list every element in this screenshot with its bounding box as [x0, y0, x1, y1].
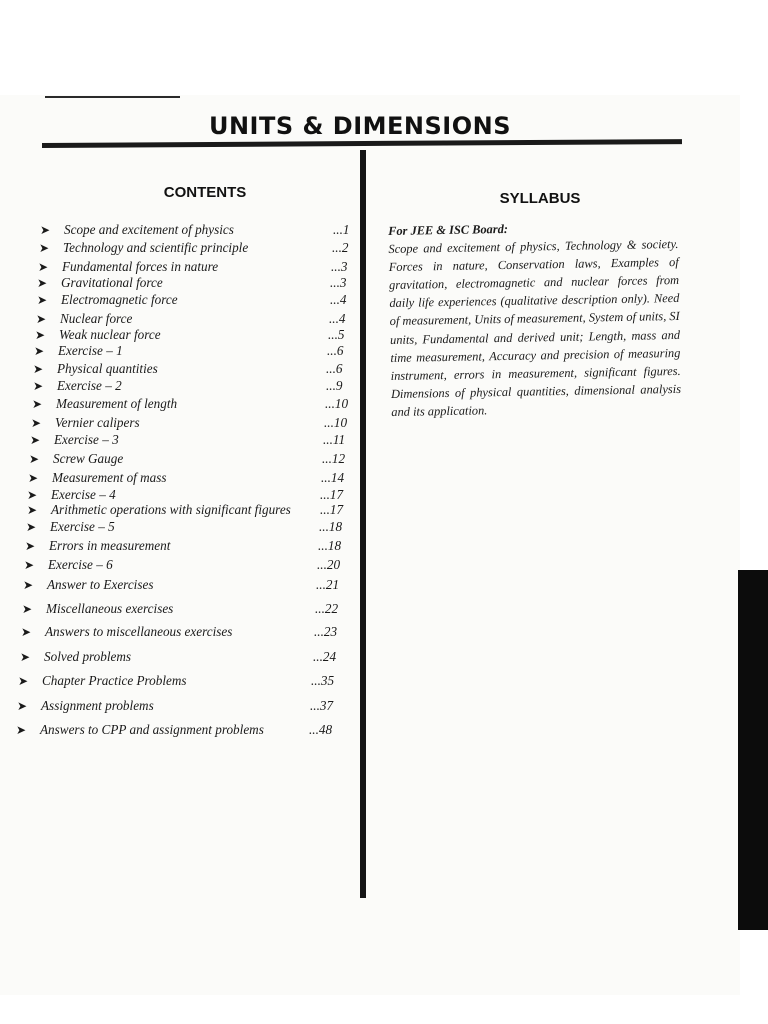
- arrowhead-bullet-icon: ➤: [26, 520, 37, 534]
- toc-entry-page: ...10: [325, 396, 349, 411]
- toc-entry-page: ...21: [316, 577, 340, 592]
- toc-entry-label: Nuclear force: [60, 311, 133, 326]
- toc-entry-label: Exercise – 5: [50, 519, 115, 534]
- toc-row: [25, 537, 348, 555]
- toc-entry-page: ...6: [326, 361, 343, 376]
- toc-entry-label: Answer to Exercises: [47, 577, 154, 592]
- arrowhead-bullet-icon: ➤: [29, 452, 40, 466]
- toc-entry-page: ...24: [313, 649, 337, 664]
- toc-entry-label: Gravitational force: [61, 275, 163, 290]
- arrowhead-bullet-icon: ➤: [40, 223, 51, 237]
- toc-row: [34, 342, 357, 360]
- arrowhead-bullet-icon: ➤: [31, 416, 42, 430]
- toc-entry-page: ...10: [324, 415, 348, 430]
- toc-entry-label: Assignment problems: [41, 698, 154, 713]
- toc-entry-page: ...3: [330, 275, 347, 290]
- arrowhead-bullet-icon: ➤: [35, 328, 46, 342]
- toc-entry-label: Solved problems: [44, 649, 132, 664]
- arrowhead-bullet-icon: ➤: [33, 379, 44, 393]
- syllabus-body: Scope and excitement of physics, Technology & society. Forces in nature, Conservation laws, Examples of gravitation, electromagnetic and nuclear forces from daily life experiences (qualitative description only). Need of measurement, Units of measurement, System of units, SI units, Fundamental and derived unit; Length, mass and time measurement, Accuracy and precision of measuring instrument, errors in measurement, significant figures. Dimensions of physical quantities, dimensional analysis and its application.: [388, 237, 682, 419]
- arrowhead-bullet-icon: ➤: [27, 488, 38, 502]
- toc-entry-page: ...1: [333, 222, 350, 237]
- toc-entry-label: Screw Gauge: [53, 451, 124, 466]
- toc-row: [32, 395, 355, 413]
- toc-row: [27, 501, 350, 519]
- toc-row: [26, 518, 349, 536]
- toc-entry-page: ...4: [330, 292, 347, 307]
- arrowhead-bullet-icon: ➤: [28, 471, 39, 485]
- toc-entry-label: Chapter Practice Problems: [42, 673, 187, 688]
- toc-row: [33, 377, 356, 395]
- toc-entry-page: ...35: [311, 673, 335, 688]
- toc-row: [28, 469, 351, 487]
- toc-entry-label: Electromagnetic force: [61, 292, 178, 307]
- arrowhead-bullet-icon: ➤: [30, 433, 41, 447]
- toc-entry-page: ...3: [331, 259, 348, 274]
- arrowhead-bullet-icon: ➤: [34, 344, 45, 358]
- arrowhead-bullet-icon: ➤: [37, 293, 48, 307]
- arrowhead-bullet-icon: ➤: [24, 558, 35, 572]
- arrowhead-bullet-icon: ➤: [21, 625, 32, 639]
- toc-row: [17, 697, 340, 715]
- toc-entry-page: ...18: [318, 538, 342, 553]
- toc-entry-page: ...14: [321, 470, 345, 485]
- toc-entry-page: ...17: [320, 502, 344, 517]
- toc-entry-page: ...4: [329, 311, 346, 326]
- toc-row: [23, 576, 346, 594]
- arrowhead-bullet-icon: ➤: [23, 578, 34, 592]
- toc-entry-page: ...6: [327, 343, 344, 358]
- arrowhead-bullet-icon: ➤: [18, 674, 29, 688]
- arrowhead-bullet-icon: ➤: [39, 241, 50, 255]
- toc-row: [40, 221, 363, 239]
- toc-entry-label: Measurement of mass: [52, 470, 167, 485]
- syllabus-board-label: For JEE & ISC Board:: [388, 221, 509, 238]
- arrowhead-bullet-icon: ➤: [27, 503, 38, 517]
- toc-entry-label: Arithmetic operations with significant figures: [51, 502, 291, 517]
- toc-row: [37, 274, 360, 292]
- toc-entry-page: ...22: [315, 601, 339, 616]
- page-edge-shadow: [738, 570, 768, 930]
- syllabus-text-block: [388, 217, 681, 421]
- toc-entry-label: Exercise – 3: [54, 432, 119, 447]
- arrowhead-bullet-icon: ➤: [25, 539, 36, 553]
- toc-entry-label: Scope and excitement of physics: [64, 222, 234, 237]
- toc-entry-label: Fundamental forces in nature: [62, 259, 219, 274]
- arrowhead-bullet-icon: ➤: [38, 260, 49, 274]
- toc-entry-page: ...9: [326, 378, 343, 393]
- arrowhead-bullet-icon: ➤: [36, 312, 47, 326]
- toc-row: [39, 239, 362, 257]
- toc-entry-label: Exercise – 1: [58, 343, 123, 358]
- toc-entry-page: ...12: [322, 451, 346, 466]
- toc-entry-page: ...17: [320, 487, 344, 502]
- toc-row: [33, 360, 356, 378]
- toc-entry-page: ...20: [317, 557, 341, 572]
- toc-entry-label: Exercise – 4: [51, 487, 116, 502]
- toc-entry-page: ...11: [323, 432, 346, 447]
- toc-row: [22, 600, 345, 618]
- toc-entry-label: Technology and scientific principle: [63, 240, 249, 255]
- toc-row: [37, 291, 360, 309]
- toc-entry-label: Weak nuclear force: [59, 327, 161, 342]
- arrowhead-bullet-icon: ➤: [17, 699, 28, 713]
- toc-entry-label: Exercise – 6: [48, 557, 113, 572]
- arrowhead-bullet-icon: ➤: [37, 276, 48, 290]
- arrowhead-bullet-icon: ➤: [16, 723, 27, 737]
- page-title: UNITS & DIMENSIONS: [208, 112, 511, 140]
- toc-row: [24, 556, 347, 574]
- arrowhead-bullet-icon: ➤: [20, 650, 31, 664]
- arrowhead-bullet-icon: ➤: [32, 397, 43, 411]
- toc-row: [20, 648, 343, 666]
- toc-entry-page: ...48: [309, 722, 333, 737]
- contents-heading: CONTENTS: [163, 184, 247, 201]
- toc-row: [18, 672, 341, 690]
- toc-entry-label: Exercise – 2: [57, 378, 122, 393]
- toc-entry-label: Measurement of length: [56, 396, 178, 411]
- toc-row: [30, 431, 353, 449]
- toc-entry-label: Answers to miscellaneous exercises: [45, 624, 233, 639]
- toc-entry-page: ...5: [328, 327, 345, 342]
- toc-entry-page: ...37: [310, 698, 334, 713]
- toc-row: [16, 721, 339, 739]
- toc-entry-label: Answers to CPP and assignment problems: [40, 722, 264, 737]
- top-rule: [45, 96, 180, 98]
- toc-entry-page: ...18: [319, 519, 343, 534]
- toc-entry-page: ...23: [314, 624, 338, 639]
- toc-entry-label: Vernier calipers: [55, 415, 140, 430]
- toc-entry-label: Errors in measurement: [49, 538, 171, 553]
- toc-entry-page: ...2: [332, 240, 349, 255]
- toc-row: [31, 414, 354, 432]
- arrowhead-bullet-icon: ➤: [33, 362, 44, 376]
- syllabus-heading: SYLLABUS: [499, 190, 581, 207]
- toc-entry-label: Physical quantities: [57, 361, 158, 376]
- toc-row: [21, 623, 344, 641]
- toc-row: [29, 450, 352, 468]
- toc-entry-label: Miscellaneous exercises: [46, 601, 174, 616]
- arrowhead-bullet-icon: ➤: [22, 602, 33, 616]
